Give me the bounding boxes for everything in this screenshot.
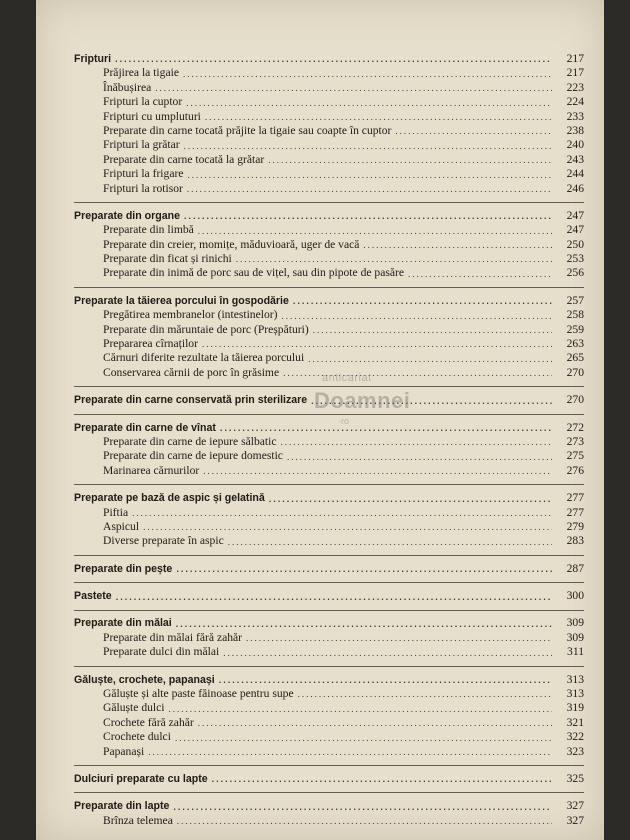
toc-entry-row xyxy=(74,730,584,744)
section-title: Preparate din lapte xyxy=(74,800,170,813)
page-number: 325 xyxy=(566,772,584,785)
toc-entry-row xyxy=(74,223,584,237)
page-number: 322 xyxy=(566,730,584,744)
page-number: 258 xyxy=(566,308,584,322)
dot-leader xyxy=(269,495,552,504)
entry-title: Piftia xyxy=(103,505,129,519)
section-divider xyxy=(74,555,584,556)
dot-leader xyxy=(395,127,552,136)
toc-entry-row xyxy=(74,351,584,365)
entry-title: Brînza telemea xyxy=(103,813,173,827)
entry-title: Fripturi cu umpluturi xyxy=(103,109,201,123)
dot-leader xyxy=(155,84,552,93)
page-number: 327 xyxy=(566,813,584,827)
entry-title: Preparate din ficat și rinichi xyxy=(103,252,232,266)
entry-title: Preparate din carne tocată la grătar xyxy=(103,152,265,166)
page-number: 257 xyxy=(566,293,584,307)
page-number: 217 xyxy=(566,66,584,80)
toc-entry-row xyxy=(74,337,584,351)
entry-title: Conservarea cărnii de porc în grăsime xyxy=(103,365,280,379)
section-title: Găluște, crochete, papanași xyxy=(74,673,215,686)
section-title: Preparate din mălai xyxy=(74,617,172,630)
page-number: 250 xyxy=(566,237,584,251)
toc-entry-row xyxy=(74,745,584,759)
section-title: Preparate din organe xyxy=(74,209,180,222)
toc-entry-row xyxy=(74,182,584,196)
entry-title: Pregătirea membranelor (intestinelor) xyxy=(103,308,278,322)
dot-leader xyxy=(203,467,552,476)
toc-entry-row xyxy=(74,138,584,152)
dot-leader xyxy=(132,509,552,518)
section-divider xyxy=(74,287,584,288)
toc-entry-row xyxy=(74,814,584,828)
section-divider xyxy=(74,610,584,611)
entry-title: Preparate dulci din mălai xyxy=(103,645,220,659)
dot-leader xyxy=(308,355,552,364)
dot-leader xyxy=(298,690,552,699)
entry-title: Marinarea cărnurilor xyxy=(103,463,200,477)
entry-title: Preparate din inimă de porc sau de vițel, sau din pipote de pasăre xyxy=(103,266,405,280)
entry-title: Preparate din carne de iepure domestic xyxy=(103,449,283,463)
dot-leader xyxy=(236,255,552,264)
dot-leader xyxy=(177,817,552,826)
entry-title: Preparate din creier, momițe, măduvioară, uger de vacă xyxy=(103,237,360,251)
toc-entry-row xyxy=(74,238,584,252)
toc-entry-row xyxy=(74,81,584,95)
dot-leader xyxy=(176,565,552,574)
page-number: 270 xyxy=(566,365,584,379)
toc-entry-row xyxy=(74,266,584,280)
entry-title: Crochete fără zahăr xyxy=(103,715,194,729)
page-number: 309 xyxy=(566,630,584,644)
toc-entry-row xyxy=(74,464,584,478)
entry-title: Fripturi la rotisor xyxy=(103,181,183,195)
section-title: Preparate la tăierea porcului în gospodărie xyxy=(74,294,289,307)
dot-leader xyxy=(281,312,552,321)
page-number: 247 xyxy=(566,208,584,222)
toc-entry-row xyxy=(74,716,584,730)
dot-leader xyxy=(408,270,552,279)
entry-title: Prepararea cîrnaților xyxy=(103,337,198,351)
toc-section-row xyxy=(74,673,584,687)
page-number: 256 xyxy=(566,266,584,280)
dot-leader xyxy=(169,705,553,714)
entry-title: Aspicul xyxy=(103,519,140,533)
page-number: 272 xyxy=(566,420,584,434)
toc-section-row xyxy=(74,562,584,576)
page-number: 313 xyxy=(566,672,584,686)
toc-section-row xyxy=(74,589,584,603)
toc-section-row xyxy=(74,209,584,223)
dot-leader xyxy=(205,113,552,122)
page-number: 321 xyxy=(566,715,584,729)
dot-leader xyxy=(202,340,552,349)
watermark xyxy=(314,372,424,432)
toc-section-row xyxy=(74,772,584,786)
toc-entry-row xyxy=(74,534,584,548)
page-number: 273 xyxy=(566,434,584,448)
toc-entry-row xyxy=(74,645,584,659)
page-number: 253 xyxy=(566,252,584,266)
section-title: Fripturi xyxy=(74,52,112,65)
entry-title: Preparate din carne de iepure sălbatic xyxy=(103,434,277,448)
page-number: 244 xyxy=(566,167,584,181)
dot-leader xyxy=(198,227,552,236)
page-number: 279 xyxy=(566,519,584,533)
entry-title: Preparate din limbă xyxy=(103,223,194,237)
toc-entry-row xyxy=(74,449,584,463)
dot-leader xyxy=(198,719,552,728)
page-number: 277 xyxy=(566,491,584,505)
dot-leader xyxy=(183,70,552,79)
toc-entry-row xyxy=(74,631,584,645)
dot-leader xyxy=(115,55,552,64)
toc-section-row xyxy=(74,799,584,813)
page-number: 217 xyxy=(566,51,584,65)
dot-leader xyxy=(287,453,552,462)
page-number: 263 xyxy=(566,337,584,351)
page-number: 287 xyxy=(566,561,584,575)
toc-entry-row xyxy=(74,153,584,167)
page-number: 240 xyxy=(566,138,584,152)
section-divider xyxy=(74,666,584,667)
entry-title: Găluște dulci xyxy=(103,701,165,715)
dot-leader xyxy=(223,649,552,658)
dot-leader xyxy=(173,803,552,812)
page-number: 270 xyxy=(566,393,584,407)
dot-leader xyxy=(187,171,552,180)
table-of-contents xyxy=(74,52,584,828)
page-number: 275 xyxy=(566,449,584,463)
dot-leader xyxy=(143,523,552,532)
section-divider xyxy=(74,792,584,793)
toc-entry-row xyxy=(74,701,584,715)
watermark-line3: ·ro xyxy=(338,416,349,426)
dot-leader xyxy=(116,593,552,602)
page-number: 309 xyxy=(566,616,584,630)
page-number: 246 xyxy=(566,181,584,195)
page-number: 277 xyxy=(566,505,584,519)
toc-entry-row xyxy=(74,687,584,701)
toc-entry-row xyxy=(74,323,584,337)
toc-entry-row xyxy=(74,506,584,520)
dot-leader xyxy=(219,676,552,685)
page-number: 283 xyxy=(566,534,584,548)
toc-entry-row xyxy=(74,435,584,449)
dot-leader xyxy=(281,438,553,447)
page-number: 259 xyxy=(566,322,584,336)
toc-entry-row xyxy=(74,95,584,109)
section-divider xyxy=(74,484,584,485)
page-number: 265 xyxy=(566,351,584,365)
entry-title: Prăjirea la tigaie xyxy=(103,66,179,80)
entry-title: Preparate din carne tocată prăjite la tigaie sau coapte în cuptor xyxy=(103,123,392,137)
entry-title: Fripturi la grătar xyxy=(103,138,180,152)
dot-leader xyxy=(268,156,552,165)
section-title: Pastete xyxy=(74,590,112,603)
entry-title: Găluște și alte paste făinoase pentru supe xyxy=(103,687,294,701)
page-number: 238 xyxy=(566,123,584,137)
toc-entry-row xyxy=(74,66,584,80)
dot-leader xyxy=(228,538,552,547)
toc-section-row xyxy=(74,52,584,66)
dot-leader xyxy=(212,775,552,784)
section-title: Preparate din pește xyxy=(74,562,173,575)
dot-leader xyxy=(246,634,552,643)
entry-title: Preparate din mălai fără zahăr xyxy=(103,630,243,644)
toc-section-row xyxy=(74,491,584,505)
toc-entry-row xyxy=(74,124,584,138)
section-title: Preparate din carne de vînat xyxy=(74,421,216,434)
dot-leader xyxy=(184,142,552,151)
watermark-line1: anticariat xyxy=(322,372,372,384)
section-title: Preparate din carne conservată prin sterilizare xyxy=(74,394,308,407)
section-title: Preparate pe bază de aspic și gelatină xyxy=(74,492,265,505)
toc-section-row xyxy=(74,617,584,631)
entry-title: Preparate din măruntaie de porc (Preșpături) xyxy=(103,322,309,336)
watermark-line2: Doamnei xyxy=(314,388,411,413)
entry-title: Crochete dulci xyxy=(103,730,171,744)
page-number: 276 xyxy=(566,463,584,477)
page-number: 300 xyxy=(566,589,584,603)
dot-leader xyxy=(293,297,552,306)
toc-entry-row xyxy=(74,308,584,322)
toc-entry-row xyxy=(74,167,584,181)
dot-leader xyxy=(186,99,552,108)
toc-entry-row xyxy=(74,252,584,266)
page-number: 233 xyxy=(566,109,584,123)
page-number: 313 xyxy=(566,687,584,701)
dot-leader xyxy=(187,185,552,194)
section-divider xyxy=(74,765,584,766)
entry-title: Înăbușirea xyxy=(103,80,152,94)
toc-entry-row xyxy=(74,520,584,534)
toc-section-row xyxy=(74,294,584,308)
dot-leader xyxy=(313,326,552,335)
dot-leader xyxy=(176,620,552,629)
entry-title: Fripturi la frigare xyxy=(103,167,184,181)
page-number: 327 xyxy=(566,799,584,813)
page-number: 243 xyxy=(566,152,584,166)
page-number: 311 xyxy=(567,645,584,659)
toc-entry-row xyxy=(74,110,584,124)
page-number: 323 xyxy=(566,744,584,758)
dot-leader xyxy=(148,748,552,757)
dot-leader xyxy=(175,734,552,743)
dot-leader xyxy=(184,212,552,221)
section-divider xyxy=(74,582,584,583)
page-number: 319 xyxy=(566,701,584,715)
entry-title: Fripturi la cuptor xyxy=(103,95,183,109)
page-number: 223 xyxy=(566,80,584,94)
entry-title: Papanași xyxy=(103,744,145,758)
section-divider xyxy=(74,202,584,203)
entry-title: Diverse preparate în aspic xyxy=(103,534,224,548)
page-number: 247 xyxy=(566,223,584,237)
dot-leader xyxy=(363,241,552,250)
section-title: Dulciuri preparate cu lapte xyxy=(74,773,208,785)
entry-title: Cărnuri diferite rezultate la tăierea porcului xyxy=(103,351,305,365)
page-number: 224 xyxy=(566,95,584,109)
